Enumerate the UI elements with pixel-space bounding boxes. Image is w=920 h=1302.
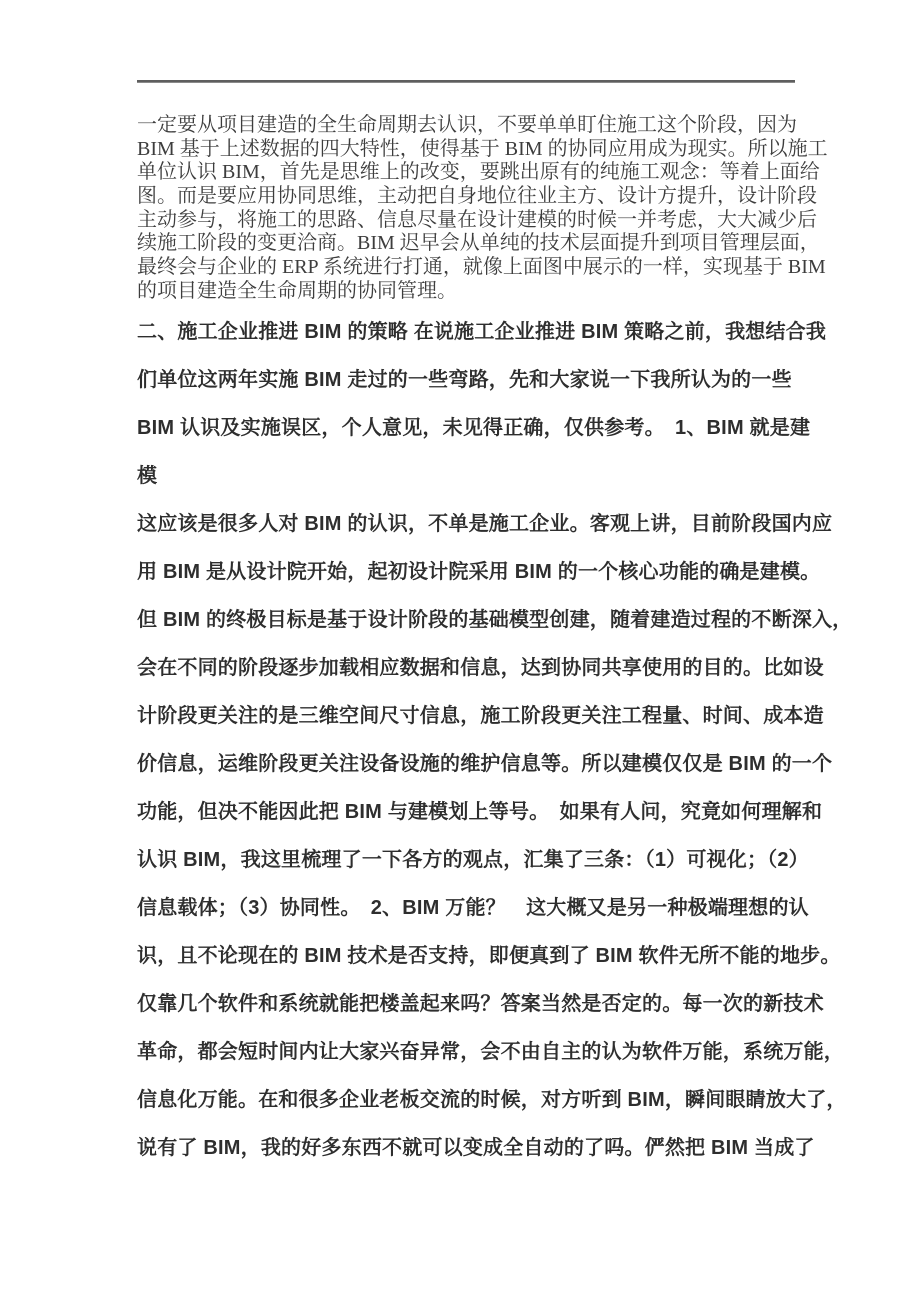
text-line: 一定要从项目建造的全生命周期去认识，不要单单盯住施工这个阶段，因为 xyxy=(137,114,797,136)
text-line: 续施工阶段的变更洽商。BIM 迟早会从单纯的技术层面提升到项目管理层面， xyxy=(137,232,820,255)
text-line: 说有了 BIM，我的好多东西不就可以变成全自动的了吗。俨然把 BIM 当成了 xyxy=(137,1136,815,1159)
text-line: 用 BIM 是从设计院开始，起初设计院采用 BIM 的一个核心功能的确是建模。 xyxy=(137,560,821,583)
text-line: 计阶段更关注的是三维空间尺寸信息，施工阶段更关注工程量、时间、成本造 xyxy=(137,704,824,727)
intro-paragraph xyxy=(137,114,828,304)
text-line: 信息化万能。在和很多企业老板交流的时候，对方听到 BIM，瞬间眼睛放大了， xyxy=(137,1088,847,1111)
text-line: 会在不同的阶段逐步加载相应数据和信息，达到协同共享使用的目的。比如设 xyxy=(137,656,824,679)
text-line: 功能，但决不能因此把 BIM 与建模划上等号。 如果有人问，究竟如何理解和 xyxy=(137,800,823,823)
text-line: 们单位这两年实施 BIM 走过的一些弯路，先和大家说一下我所认为的一些 xyxy=(137,368,792,391)
text-line: BIM 认识及实施误区，个人意见，未见得正确，仅供参考。 1、BIM 就是建 xyxy=(137,416,811,439)
text-line: 的项目建造全生命周期的协同管理。 xyxy=(137,279,457,302)
text-line: 主动参与，将施工的思路、信息尽量在设计建模的时候一并考虑，大大减少后 xyxy=(137,208,817,231)
text-line: 识，且不论现在的 BIM 技术是否支持，即便真到了 BIM 软件无所不能的地步。 xyxy=(137,944,841,967)
text-line: 图。而是要应用协同思维，主动把自身地位往业主方、设计方提升，设计阶段 xyxy=(137,185,817,208)
header-divider-line xyxy=(137,80,795,83)
text-line: 革命，都会短时间内让大家兴奋异常，会不由自主的认为软件万能，系统万能， xyxy=(137,1040,844,1063)
text-line: 仅靠几个软件和系统就能把楼盖起来吗？答案当然是否定的。每一次的新技术 xyxy=(137,992,824,1015)
text-line: 最终会与企业的 ERP 系统进行打通，就像上面图中展示的一样，实现基于 BIM xyxy=(137,256,826,279)
text-line: 单位认识 BIM，首先是思维上的改变，要跳出原有的纯施工观念：等着上面给 xyxy=(137,161,820,184)
text-line: 这应该是很多人对 BIM 的认识，不单是施工企业。客观上讲，目前阶段国内应 xyxy=(137,512,833,535)
text-line: 信息载体；（3）协同性。 2、BIM 万能？ 这大概又是另一种极端理想的认 xyxy=(137,896,809,919)
misconceptions-paragraph xyxy=(137,500,853,1172)
text-line: BIM 基于上述数据的四大特性，使得基于 BIM 的协同应用成为现实。所以施工 xyxy=(137,137,828,160)
document-content-column xyxy=(137,80,853,1172)
text-line: 模 xyxy=(137,464,158,487)
text-line: 认识 BIM，我这里梳理了一下各方的观点，汇集了三条：（1）可视化；（2） xyxy=(137,848,809,871)
text-line: 价信息，运维阶段更关注设备设施的维护信息等。所以建模仅仅是 BIM 的一个 xyxy=(137,752,833,775)
text-line: 但 BIM 的终极目标是基于设计阶段的基础模型创建，随着建造过程的不断深入， xyxy=(137,608,853,631)
section-heading-paragraph xyxy=(137,308,827,500)
text-line: 二、施工企业推进 BIM 的策略 在说施工企业推进 BIM 策略之前，我想结合我 xyxy=(137,320,827,343)
